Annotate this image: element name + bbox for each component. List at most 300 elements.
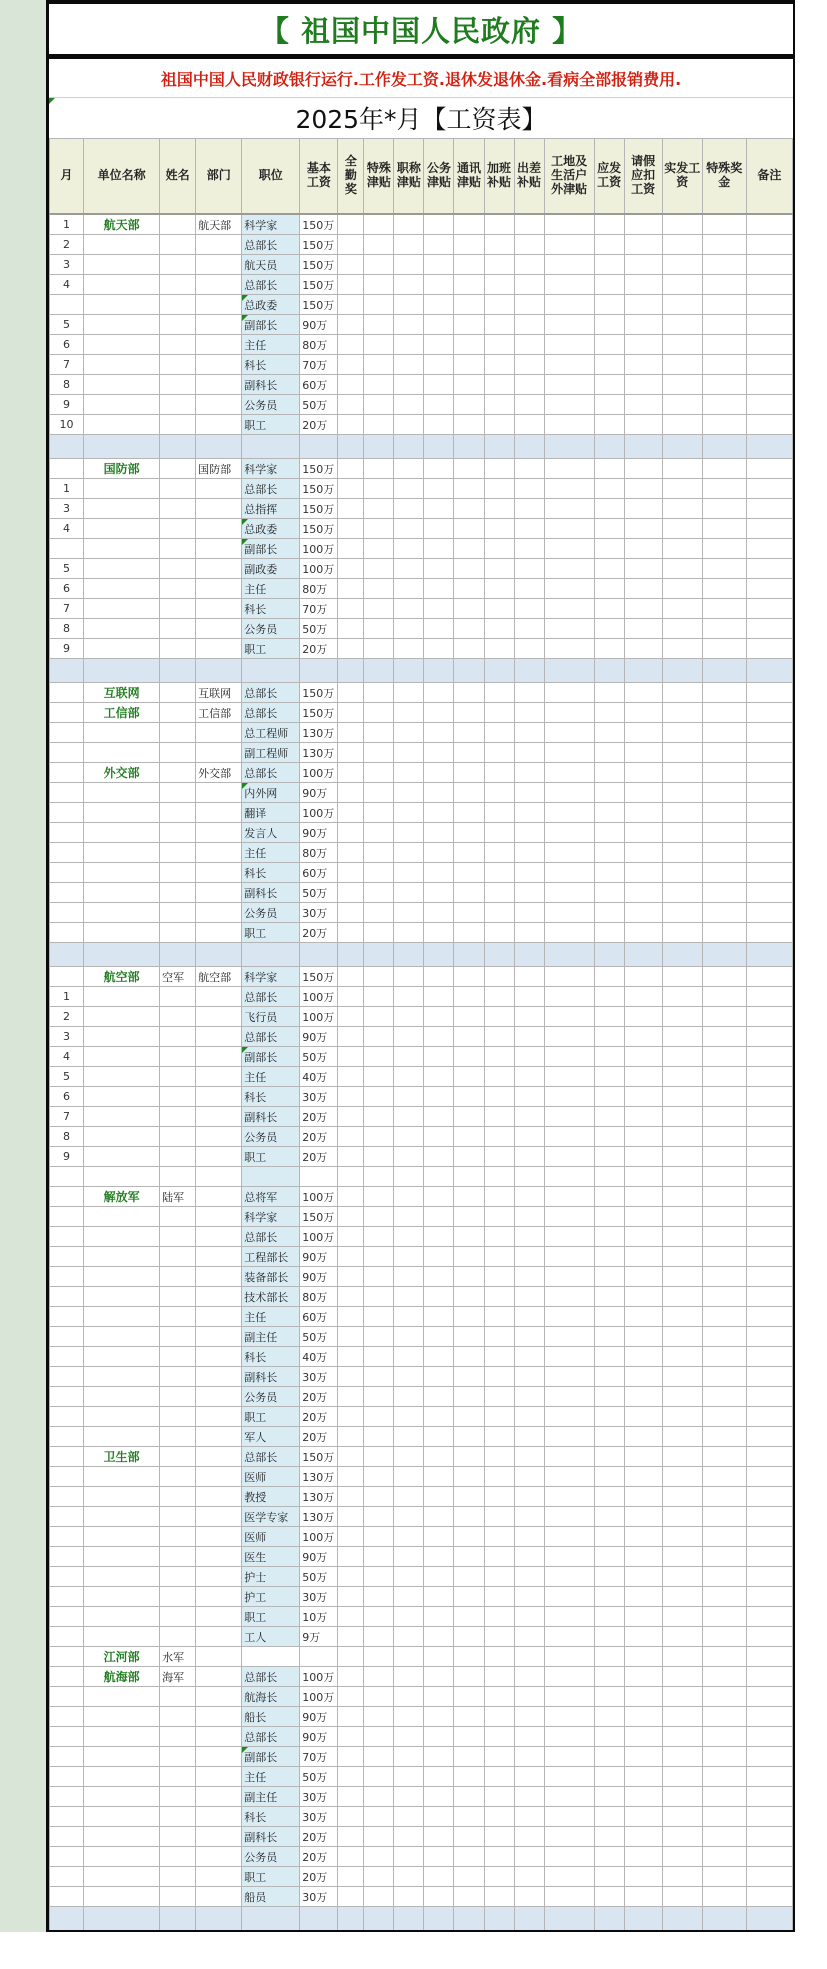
cell-payable-salary[interactable] [594,763,624,783]
cell-title-allowance[interactable] [394,803,424,823]
cell-travel-subsidy[interactable] [514,1287,544,1307]
cell-salary[interactable]: 50万 [300,1047,338,1067]
cell-attendance-bonus[interactable] [338,559,364,579]
cell-comm-allowance[interactable] [454,1327,484,1347]
cell-salary[interactable]: 20万 [300,923,338,943]
cell-actual-salary[interactable] [662,1447,702,1467]
cell-travel-subsidy[interactable] [514,395,544,415]
cell-official-allowance[interactable] [424,1087,454,1107]
cell-payable-salary[interactable] [594,1227,624,1247]
cell-actual-salary[interactable] [662,315,702,335]
cell-travel-subsidy[interactable] [514,1087,544,1107]
cell-special-bonus[interactable] [702,1227,746,1247]
cell-special-bonus[interactable] [702,883,746,903]
cell-attendance-bonus[interactable] [338,1267,364,1287]
cell-position[interactable]: 主任 [242,1067,300,1087]
cell-name[interactable] [160,579,196,599]
cell-special-bonus[interactable] [702,1707,746,1727]
cell-name[interactable] [160,375,196,395]
cell-remarks[interactable] [746,683,792,703]
cell-comm-allowance[interactable] [454,619,484,639]
cell-site-outdoor-allowance[interactable] [544,1047,594,1067]
cell-official-allowance[interactable] [424,883,454,903]
cell-payable-salary[interactable] [594,375,624,395]
cell-comm-allowance[interactable] [454,1247,484,1267]
cell-special-allowance[interactable] [364,1507,394,1527]
cell-attendance-bonus[interactable] [338,823,364,843]
cell-special-allowance[interactable] [364,743,394,763]
cell-month[interactable]: 4 [50,275,84,295]
cell-leave-deduction[interactable] [624,1807,662,1827]
cell-position[interactable]: 内外网 [242,783,300,803]
cell-name[interactable] [160,903,196,923]
cell-attendance-bonus[interactable] [338,1367,364,1387]
cell-salary[interactable]: 150万 [300,275,338,295]
cell-position[interactable] [242,435,300,459]
cell-payable-salary[interactable] [594,1027,624,1047]
cell-official-allowance[interactable] [424,315,454,335]
cell-official-allowance[interactable] [424,1327,454,1347]
cell-title-allowance[interactable] [394,235,424,255]
cell-attendance-bonus[interactable] [338,1607,364,1627]
cell-position[interactable]: 翻译 [242,803,300,823]
cell-special-allowance[interactable] [364,1907,394,1932]
cell-travel-subsidy[interactable] [514,479,544,499]
cell-month[interactable] [50,1767,84,1787]
cell-overtime-subsidy[interactable] [484,1047,514,1067]
cell-name[interactable] [160,783,196,803]
cell-leave-deduction[interactable] [624,1027,662,1047]
cell-leave-deduction[interactable] [624,315,662,335]
cell-site-outdoor-allowance[interactable] [544,987,594,1007]
cell-official-allowance[interactable] [424,1627,454,1647]
cell-month[interactable]: 8 [50,375,84,395]
cell-travel-subsidy[interactable] [514,703,544,723]
cell-position[interactable] [242,659,300,683]
cell-actual-salary[interactable] [662,1367,702,1387]
cell-overtime-subsidy[interactable] [484,723,514,743]
cell-attendance-bonus[interactable] [338,1707,364,1727]
cell-remarks[interactable] [746,1467,792,1487]
cell-travel-subsidy[interactable] [514,559,544,579]
cell-salary[interactable]: 150万 [300,459,338,479]
cell-salary[interactable]: 20万 [300,1407,338,1427]
cell-special-bonus[interactable] [702,1247,746,1267]
cell-remarks[interactable] [746,1187,792,1207]
cell-special-allowance[interactable] [364,1587,394,1607]
cell-salary[interactable]: 150万 [300,519,338,539]
cell-dept[interactable] [196,1187,242,1207]
cell-leave-deduction[interactable] [624,987,662,1007]
cell-month[interactable] [50,743,84,763]
cell-title-allowance[interactable] [394,639,424,659]
cell-remarks[interactable] [746,1507,792,1527]
cell-special-allowance[interactable] [364,723,394,743]
cell-official-allowance[interactable] [424,1367,454,1387]
cell-site-outdoor-allowance[interactable] [544,1807,594,1827]
cell-dept[interactable] [196,315,242,335]
cell-travel-subsidy[interactable] [514,539,544,559]
cell-dept[interactable] [196,1387,242,1407]
cell-official-allowance[interactable] [424,1687,454,1707]
cell-site-outdoor-allowance[interactable] [544,1627,594,1647]
cell-special-allowance[interactable] [364,1547,394,1567]
cell-attendance-bonus[interactable] [338,1847,364,1867]
cell-special-bonus[interactable] [702,1287,746,1307]
cell-attendance-bonus[interactable] [338,683,364,703]
cell-remarks[interactable] [746,1387,792,1407]
cell-payable-salary[interactable] [594,1327,624,1347]
cell-remarks[interactable] [746,1527,792,1547]
cell-site-outdoor-allowance[interactable] [544,1067,594,1087]
cell-site-outdoor-allowance[interactable] [544,1387,594,1407]
cell-attendance-bonus[interactable] [338,519,364,539]
cell-official-allowance[interactable] [424,1307,454,1327]
cell-unit[interactable]: 解放军 [84,1187,160,1207]
cell-comm-allowance[interactable] [454,579,484,599]
cell-title-allowance[interactable] [394,967,424,987]
cell-comm-allowance[interactable] [454,1907,484,1932]
cell-unit[interactable] [84,375,160,395]
cell-special-bonus[interactable] [702,1607,746,1627]
cell-special-allowance[interactable] [364,1267,394,1287]
cell-position[interactable]: 总指挥 [242,499,300,519]
cell-name[interactable] [160,315,196,335]
cell-salary[interactable]: 20万 [300,1147,338,1167]
cell-month[interactable]: 10 [50,415,84,435]
cell-leave-deduction[interactable] [624,1447,662,1467]
cell-comm-allowance[interactable] [454,1647,484,1667]
cell-leave-deduction[interactable] [624,1267,662,1287]
cell-actual-salary[interactable] [662,1767,702,1787]
cell-dept[interactable] [196,639,242,659]
cell-comm-allowance[interactable] [454,1167,484,1187]
cell-overtime-subsidy[interactable] [484,214,514,235]
cell-position[interactable]: 总将军 [242,1187,300,1207]
cell-remarks[interactable] [746,539,792,559]
cell-special-bonus[interactable] [702,1207,746,1227]
cell-actual-salary[interactable] [662,1127,702,1147]
cell-unit[interactable] [84,1627,160,1647]
cell-site-outdoor-allowance[interactable] [544,214,594,235]
cell-site-outdoor-allowance[interactable] [544,459,594,479]
cell-site-outdoor-allowance[interactable] [544,315,594,335]
cell-position[interactable]: 主任 [242,1307,300,1327]
cell-travel-subsidy[interactable] [514,1227,544,1247]
cell-overtime-subsidy[interactable] [484,459,514,479]
cell-dept[interactable] [196,1407,242,1427]
cell-title-allowance[interactable] [394,1867,424,1887]
cell-position[interactable]: 职工 [242,1407,300,1427]
cell-title-allowance[interactable] [394,703,424,723]
cell-overtime-subsidy[interactable] [484,703,514,723]
cell-official-allowance[interactable] [424,1727,454,1747]
cell-leave-deduction[interactable] [624,1207,662,1227]
cell-attendance-bonus[interactable] [338,1747,364,1767]
cell-payable-salary[interactable] [594,1687,624,1707]
cell-position[interactable]: 医学专家 [242,1507,300,1527]
cell-attendance-bonus[interactable] [338,295,364,315]
cell-travel-subsidy[interactable] [514,1587,544,1607]
cell-remarks[interactable] [746,619,792,639]
cell-overtime-subsidy[interactable] [484,1207,514,1227]
cell-unit[interactable] [84,883,160,903]
cell-title-allowance[interactable] [394,1887,424,1907]
cell-site-outdoor-allowance[interactable] [544,1647,594,1667]
cell-special-allowance[interactable] [364,1827,394,1847]
cell-special-bonus[interactable] [702,499,746,519]
cell-position[interactable]: 公务员 [242,1847,300,1867]
cell-payable-salary[interactable] [594,683,624,703]
cell-official-allowance[interactable] [424,1807,454,1827]
cell-attendance-bonus[interactable] [338,1027,364,1047]
cell-unit[interactable] [84,1267,160,1287]
cell-position[interactable]: 科长 [242,1347,300,1367]
cell-position[interactable]: 副主任 [242,1327,300,1347]
cell-unit[interactable]: 航海部 [84,1667,160,1687]
cell-dept[interactable] [196,1027,242,1047]
cell-payable-salary[interactable] [594,579,624,599]
cell-special-bonus[interactable] [702,803,746,823]
cell-title-allowance[interactable] [394,1387,424,1407]
cell-month[interactable]: 8 [50,1127,84,1147]
cell-actual-salary[interactable] [662,1647,702,1667]
cell-title-allowance[interactable] [394,863,424,883]
cell-name[interactable] [160,723,196,743]
cell-title-allowance[interactable] [394,1347,424,1367]
cell-special-allowance[interactable] [364,1007,394,1027]
cell-unit[interactable] [84,499,160,519]
cell-comm-allowance[interactable] [454,743,484,763]
cell-payable-salary[interactable] [594,1407,624,1427]
cell-unit[interactable] [84,639,160,659]
cell-leave-deduction[interactable] [624,1227,662,1247]
cell-remarks[interactable] [746,639,792,659]
cell-leave-deduction[interactable] [624,619,662,639]
cell-remarks[interactable] [746,395,792,415]
cell-special-allowance[interactable] [364,1867,394,1887]
cell-leave-deduction[interactable] [624,1087,662,1107]
cell-salary[interactable]: 50万 [300,619,338,639]
cell-leave-deduction[interactable] [624,1547,662,1567]
cell-position[interactable]: 航海长 [242,1687,300,1707]
cell-title-allowance[interactable] [394,1427,424,1447]
cell-name[interactable] [160,1867,196,1887]
cell-overtime-subsidy[interactable] [484,539,514,559]
cell-overtime-subsidy[interactable] [484,1707,514,1727]
cell-travel-subsidy[interactable] [514,1887,544,1907]
cell-unit[interactable] [84,1387,160,1407]
cell-unit[interactable]: 航天部 [84,214,160,235]
cell-leave-deduction[interactable] [624,395,662,415]
cell-travel-subsidy[interactable] [514,639,544,659]
cell-site-outdoor-allowance[interactable] [544,479,594,499]
cell-travel-subsidy[interactable] [514,459,544,479]
cell-travel-subsidy[interactable] [514,843,544,863]
cell-name[interactable] [160,1747,196,1767]
cell-remarks[interactable] [746,1627,792,1647]
cell-month[interactable] [50,1667,84,1687]
cell-position[interactable]: 科学家 [242,967,300,987]
cell-unit[interactable] [84,559,160,579]
cell-month[interactable] [50,1727,84,1747]
cell-unit[interactable] [84,1787,160,1807]
cell-name[interactable] [160,683,196,703]
cell-name[interactable] [160,1007,196,1027]
cell-remarks[interactable] [746,1447,792,1467]
cell-site-outdoor-allowance[interactable] [544,967,594,987]
cell-payable-salary[interactable] [594,355,624,375]
cell-month[interactable]: 4 [50,1047,84,1067]
cell-special-bonus[interactable] [702,1527,746,1547]
cell-special-bonus[interactable] [702,1467,746,1487]
cell-month[interactable] [50,659,84,683]
cell-leave-deduction[interactable] [624,967,662,987]
cell-month[interactable] [50,1487,84,1507]
cell-remarks[interactable] [746,499,792,519]
cell-title-allowance[interactable] [394,1127,424,1147]
cell-actual-salary[interactable] [662,539,702,559]
cell-actual-salary[interactable] [662,743,702,763]
cell-month[interactable] [50,1247,84,1267]
cell-unit[interactable] [84,1427,160,1447]
cell-name[interactable] [160,519,196,539]
cell-month[interactable] [50,1427,84,1447]
cell-actual-salary[interactable] [662,923,702,943]
cell-special-allowance[interactable] [364,315,394,335]
cell-comm-allowance[interactable] [454,1307,484,1327]
cell-attendance-bonus[interactable] [338,703,364,723]
cell-attendance-bonus[interactable] [338,1127,364,1147]
cell-payable-salary[interactable] [594,1127,624,1147]
cell-name[interactable] [160,703,196,723]
cell-special-bonus[interactable] [702,275,746,295]
cell-travel-subsidy[interactable] [514,619,544,639]
cell-leave-deduction[interactable] [624,863,662,883]
cell-unit[interactable] [84,1007,160,1027]
cell-overtime-subsidy[interactable] [484,1527,514,1547]
cell-salary[interactable]: 50万 [300,395,338,415]
cell-payable-salary[interactable] [594,723,624,743]
cell-special-bonus[interactable] [702,435,746,459]
cell-remarks[interactable] [746,295,792,315]
cell-official-allowance[interactable] [424,1467,454,1487]
cell-actual-salary[interactable] [662,1567,702,1587]
cell-attendance-bonus[interactable] [338,1387,364,1407]
cell-dept[interactable] [196,1147,242,1167]
cell-travel-subsidy[interactable] [514,275,544,295]
cell-official-allowance[interactable] [424,703,454,723]
cell-leave-deduction[interactable] [624,1607,662,1627]
cell-payable-salary[interactable] [594,803,624,823]
cell-salary[interactable]: 20万 [300,1867,338,1887]
cell-official-allowance[interactable] [424,519,454,539]
cell-comm-allowance[interactable] [454,987,484,1007]
cell-special-allowance[interactable] [364,1787,394,1807]
cell-salary[interactable]: 90万 [300,1027,338,1047]
cell-remarks[interactable] [746,1027,792,1047]
cell-payable-salary[interactable] [594,1307,624,1327]
cell-actual-salary[interactable] [662,214,702,235]
cell-actual-salary[interactable] [662,1787,702,1807]
cell-payable-salary[interactable] [594,967,624,987]
cell-special-bonus[interactable] [702,987,746,1007]
cell-month[interactable] [50,435,84,459]
cell-travel-subsidy[interactable] [514,519,544,539]
cell-official-allowance[interactable] [424,375,454,395]
cell-unit[interactable] [84,1327,160,1347]
cell-unit[interactable] [84,1347,160,1367]
cell-special-allowance[interactable] [364,1467,394,1487]
cell-official-allowance[interactable] [424,599,454,619]
cell-name[interactable] [160,1247,196,1267]
cell-site-outdoor-allowance[interactable] [544,1147,594,1167]
cell-special-allowance[interactable] [364,883,394,903]
cell-payable-salary[interactable] [594,1427,624,1447]
cell-title-allowance[interactable] [394,1087,424,1107]
cell-special-allowance[interactable] [364,1087,394,1107]
cell-attendance-bonus[interactable] [338,1407,364,1427]
cell-salary[interactable] [300,659,338,683]
cell-leave-deduction[interactable] [624,559,662,579]
cell-unit[interactable]: 国防部 [84,459,160,479]
cell-attendance-bonus[interactable] [338,579,364,599]
cell-position[interactable]: 副科长 [242,883,300,903]
cell-overtime-subsidy[interactable] [484,1267,514,1287]
cell-overtime-subsidy[interactable] [484,1647,514,1667]
cell-site-outdoor-allowance[interactable] [544,375,594,395]
cell-actual-salary[interactable] [662,519,702,539]
cell-month[interactable] [50,1267,84,1287]
cell-site-outdoor-allowance[interactable] [544,355,594,375]
cell-payable-salary[interactable] [594,1887,624,1907]
cell-leave-deduction[interactable] [624,743,662,763]
cell-comm-allowance[interactable] [454,639,484,659]
cell-salary[interactable]: 100万 [300,987,338,1007]
cell-special-allowance[interactable] [364,275,394,295]
cell-actual-salary[interactable] [662,967,702,987]
cell-special-allowance[interactable] [364,539,394,559]
cell-travel-subsidy[interactable] [514,1467,544,1487]
cell-title-allowance[interactable] [394,435,424,459]
cell-name[interactable] [160,1307,196,1327]
cell-site-outdoor-allowance[interactable] [544,1547,594,1567]
cell-title-allowance[interactable] [394,883,424,903]
cell-special-allowance[interactable] [364,1427,394,1447]
cell-overtime-subsidy[interactable] [484,763,514,783]
cell-remarks[interactable] [746,1247,792,1267]
cell-travel-subsidy[interactable] [514,1727,544,1747]
cell-attendance-bonus[interactable] [338,1247,364,1267]
cell-leave-deduction[interactable] [624,1567,662,1587]
cell-leave-deduction[interactable] [624,639,662,659]
cell-title-allowance[interactable] [394,1627,424,1647]
cell-salary[interactable] [300,1907,338,1932]
cell-title-allowance[interactable] [394,923,424,943]
cell-special-allowance[interactable] [364,1887,394,1907]
cell-site-outdoor-allowance[interactable] [544,1767,594,1787]
cell-actual-salary[interactable] [662,255,702,275]
cell-comm-allowance[interactable] [454,1047,484,1067]
cell-salary[interactable]: 20万 [300,1387,338,1407]
cell-actual-salary[interactable] [662,415,702,435]
cell-title-allowance[interactable] [394,1527,424,1547]
cell-remarks[interactable] [746,1547,792,1567]
cell-special-bonus[interactable] [702,1767,746,1787]
cell-attendance-bonus[interactable] [338,843,364,863]
cell-overtime-subsidy[interactable] [484,499,514,519]
cell-month[interactable] [50,1447,84,1467]
